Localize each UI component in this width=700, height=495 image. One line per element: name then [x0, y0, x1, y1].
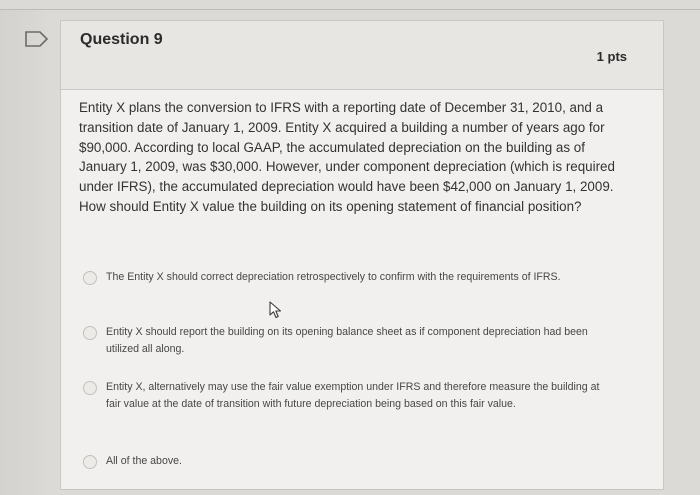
question-text: Entity X plans the conversion to IFRS with a reporting date of December 31, 2010, and a transition date of January 1, 2009. Entity X acquired a building a number of years ago for $90,000. According to local GAAP, the accumulated depreciation on the building as of January 1, 2009, was $30,000. However, under component depreciation (which is required under IFRS), the accumulated depreciation would have been $42,000 on January 1, 2009. How should Entity X value the building on its opening statement of financial position?: [79, 100, 615, 214]
mouse-cursor-icon: [269, 301, 283, 319]
top-divider: [0, 9, 700, 10]
answer-option-label: The Entity X should correct depreciation retrospectively to confirm with the requirements of IFRS.: [106, 271, 561, 283]
radio-button[interactable]: [83, 455, 97, 469]
radio-button[interactable]: [83, 271, 97, 285]
answer-option-3[interactable]: [83, 379, 603, 412]
flag-icon[interactable]: [25, 31, 49, 47]
question-points: 1 pts: [596, 49, 627, 64]
question-title: Question 9: [80, 31, 163, 48]
radio-button[interactable]: [83, 326, 97, 340]
question-card: [60, 20, 664, 490]
question-header: [61, 21, 663, 90]
answer-option-1[interactable]: [83, 269, 603, 286]
left-gutter: [0, 10, 60, 495]
answer-option-label: All of the above.: [106, 455, 182, 467]
radio-button[interactable]: [83, 381, 97, 395]
answer-option-2[interactable]: [83, 324, 603, 357]
answer-option-4[interactable]: [83, 453, 603, 470]
answer-option-label: Entity X, alternatively may use the fair value exemption under IFRS and therefore measure the building at fair value at the date of transition with future depreciation being based on this fair value.: [106, 381, 600, 410]
answer-option-label: Entity X should report the building on its opening balance sheet as if component depreciation had been utilized all along.: [106, 326, 588, 355]
